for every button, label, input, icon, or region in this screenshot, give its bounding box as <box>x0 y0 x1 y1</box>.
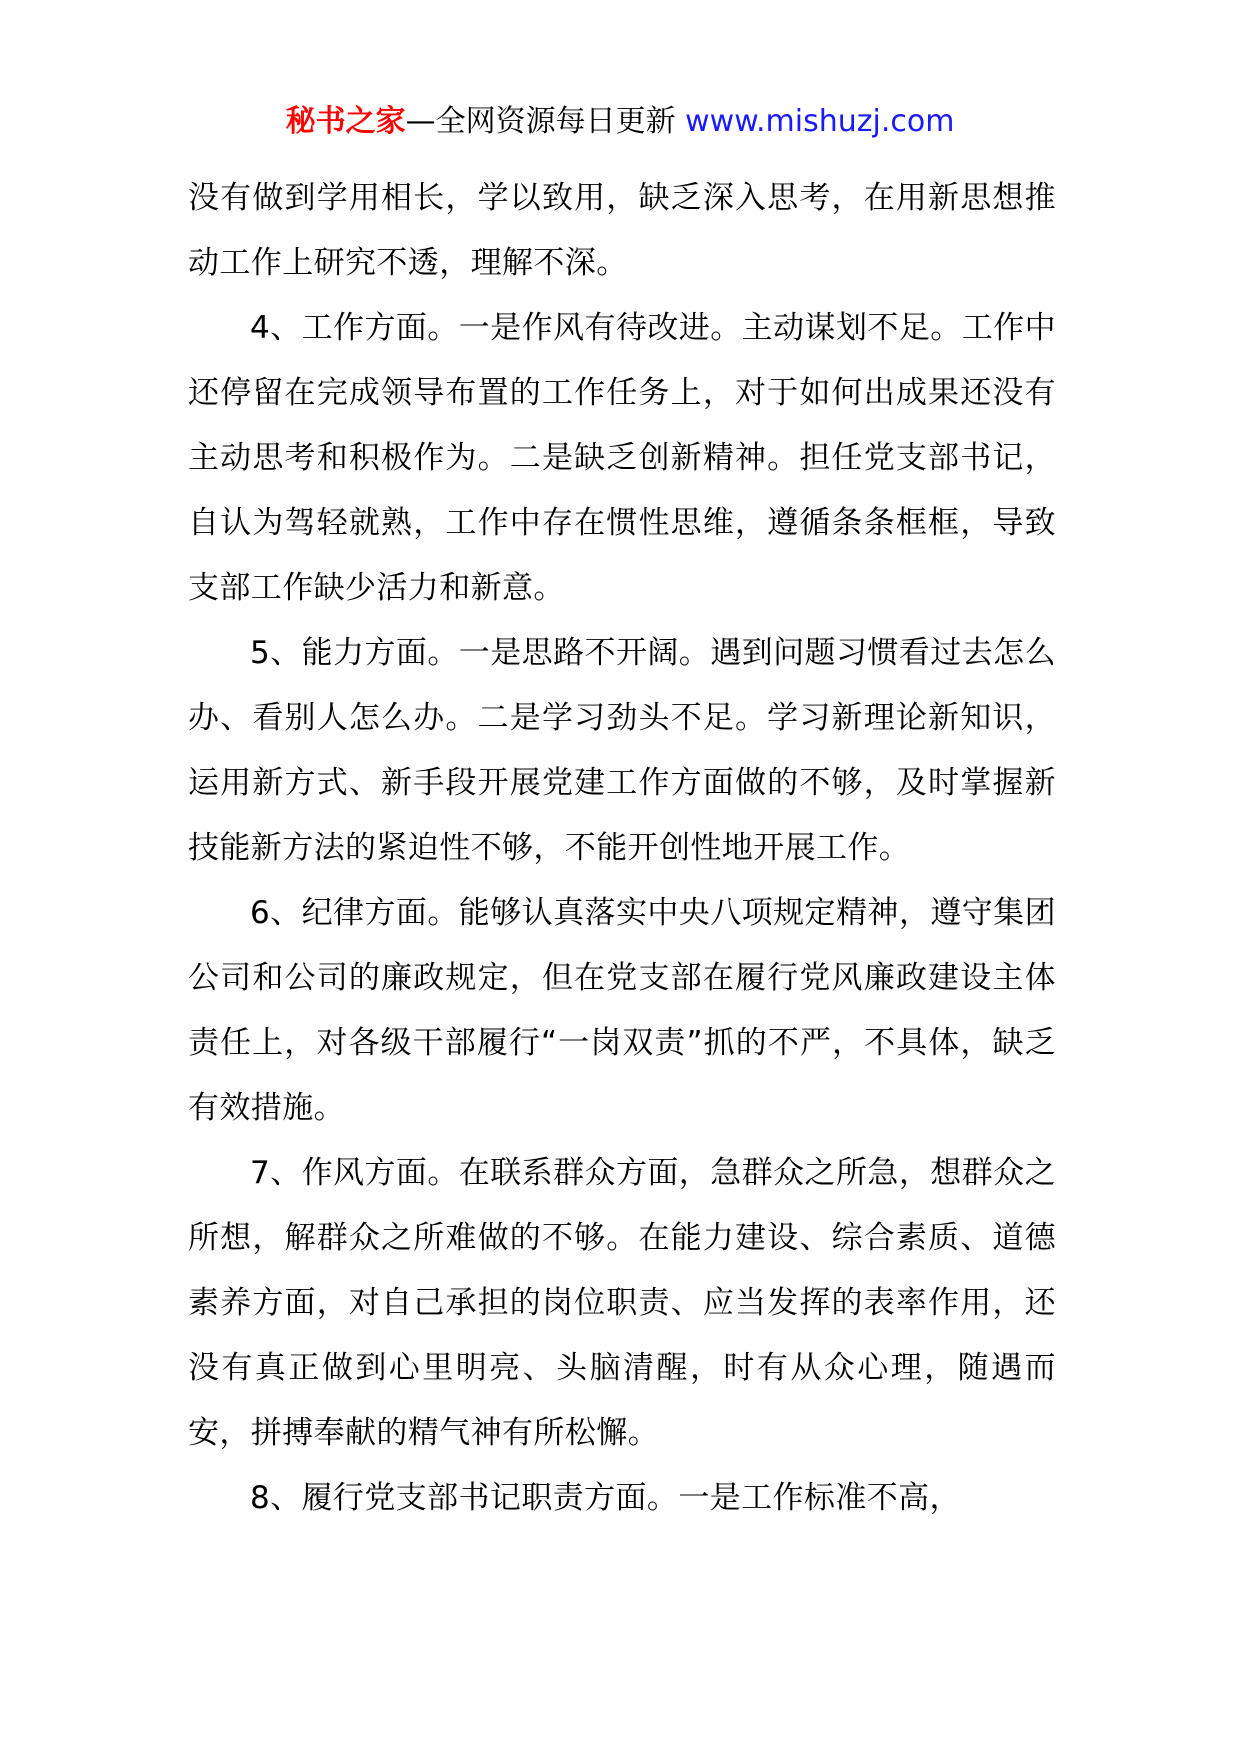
paragraph-duties: 8、履行党支部书记职责方面。一是工作标准不高， <box>250 1480 961 1516</box>
paragraph-work: 4、工作方面。一是作风有待改进。主动谋划不足。工作中还停留在完成领导布置的工作任务上，对于如何出成果还没有主动思考和积极作为。二是缺乏创新精神。担任党支部书记，自认为驾轻就熟，工作中存在惯性思维，遵循条条框框，导致支部工作缺少活力和新意。 <box>188 310 1056 606</box>
website-link[interactable]: www.mishuzj.com <box>685 104 955 139</box>
brand-name: 秘书之家 <box>285 104 406 139</box>
document-body <box>188 166 1056 1531</box>
paragraph-continuation: 没有做到学用相长，学以致用，缺乏深入思考，在用新思想推动工作上研究不透，理解不深。 <box>188 180 1056 281</box>
paragraph-style: 7、作风方面。在联系群众方面，急群众之所急，想群众之所想，解群众之所难做的不够。在能力建设、综合素质、道德素养方面，对自己承担的岗位职责、应当发挥的表率作用，还没有真正做到心里明亮、头脑清醒，时有从众心理，随遇而安，拼搏奉献的精气神有所松懈。 <box>188 1155 1056 1451</box>
page-header <box>0 100 1240 144</box>
header-tagline: —全网资源每日更新 <box>405 104 676 139</box>
paragraph-discipline: 6、纪律方面。能够认真落实中央八项规定精神，遵守集团公司和公司的廉政规定，但在党支部在履行党风廉政建设主体责任上，对各级干部履行“一岗双责”抓的不严，不具体，缺乏有效措施。 <box>188 895 1056 1126</box>
paragraph-ability: 5、能力方面。一是思路不开阔。遇到问题习惯看过去怎么办、看别人怎么办。二是学习劲头不足。学习新理论新知识，运用新方式、新手段开展党建工作方面做的不够，及时掌握新技能新方法的紧迫性不够，不能开创性地开展工作。 <box>188 635 1056 866</box>
